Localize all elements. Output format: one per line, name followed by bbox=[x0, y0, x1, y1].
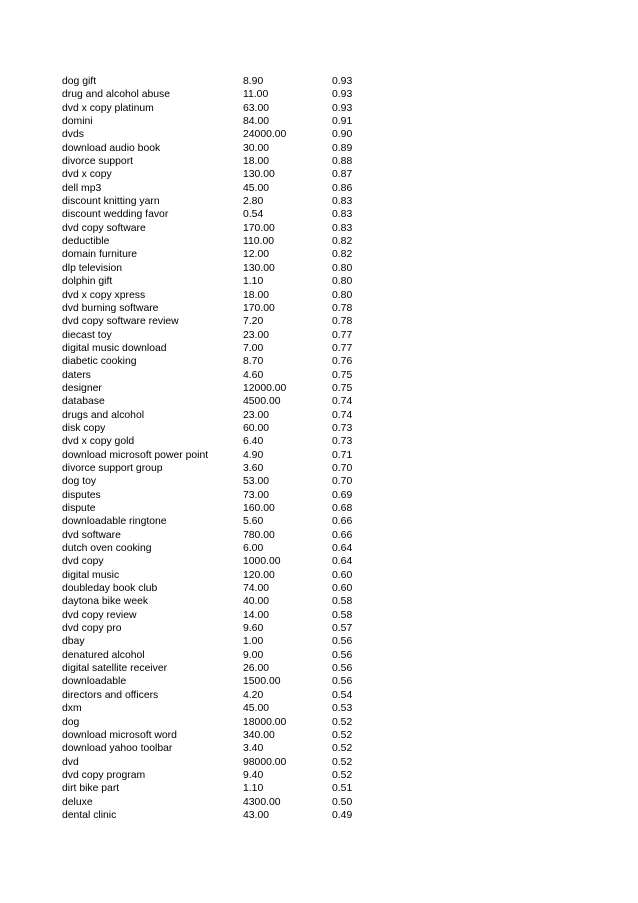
term-cell: dvd copy software review bbox=[62, 316, 179, 328]
value-cell: 4500.00 bbox=[243, 396, 281, 408]
table-row bbox=[62, 355, 382, 368]
table-row bbox=[62, 409, 382, 422]
term-cell: dvd x copy platinum bbox=[62, 102, 154, 114]
table-row bbox=[62, 422, 382, 435]
score-cell: 0.82 bbox=[332, 249, 353, 261]
term-cell: download microsoft power point bbox=[62, 449, 209, 461]
table-row bbox=[62, 128, 382, 141]
table-row bbox=[62, 382, 382, 395]
value-cell: 2.80 bbox=[243, 196, 264, 208]
table-row bbox=[62, 475, 382, 488]
table-row bbox=[62, 809, 382, 822]
score-cell: 0.64 bbox=[332, 556, 353, 568]
table-row bbox=[62, 716, 382, 729]
term-cell: digital music download bbox=[62, 342, 167, 354]
term-cell: divorce support group bbox=[62, 462, 163, 474]
term-cell: dvd copy program bbox=[62, 769, 146, 781]
score-cell: 0.52 bbox=[332, 743, 353, 755]
term-cell: dbay bbox=[62, 636, 85, 648]
table-row bbox=[62, 395, 382, 408]
term-cell: denatured alcohol bbox=[62, 649, 145, 661]
term-cell: dvd software bbox=[62, 529, 121, 541]
score-cell: 0.56 bbox=[332, 649, 353, 661]
value-cell: 23.00 bbox=[243, 409, 270, 421]
table-row bbox=[62, 369, 382, 382]
term-cell: domini bbox=[62, 116, 93, 128]
table-row bbox=[62, 262, 382, 275]
table-row bbox=[62, 729, 382, 742]
score-cell: 0.93 bbox=[332, 102, 353, 114]
term-cell: download yahoo toolbar bbox=[62, 743, 173, 755]
term-cell: dog toy bbox=[62, 476, 97, 488]
term-cell: dvds bbox=[62, 129, 84, 141]
term-cell: drug and alcohol abuse bbox=[62, 89, 171, 101]
score-cell: 0.70 bbox=[332, 462, 353, 474]
term-cell: download microsoft word bbox=[62, 729, 177, 741]
score-cell: 0.93 bbox=[332, 89, 353, 101]
value-cell: 12.00 bbox=[243, 249, 270, 261]
table-row bbox=[62, 315, 382, 328]
value-cell: 18.00 bbox=[243, 156, 270, 168]
table-row bbox=[62, 529, 382, 542]
term-cell: disputes bbox=[62, 489, 101, 501]
table-row bbox=[62, 555, 382, 568]
score-cell: 0.80 bbox=[332, 289, 353, 301]
value-cell: 18000.00 bbox=[243, 716, 287, 728]
value-cell: 160.00 bbox=[243, 503, 275, 514]
score-cell: 0.54 bbox=[332, 689, 353, 701]
score-cell: 0.51 bbox=[332, 783, 353, 795]
term-cell: deductible bbox=[62, 236, 110, 248]
value-cell: 74.00 bbox=[243, 583, 270, 595]
score-cell: 0.93 bbox=[332, 76, 353, 87]
value-cell: 9.60 bbox=[243, 623, 264, 635]
score-cell: 0.90 bbox=[332, 129, 353, 141]
value-cell: 63.00 bbox=[243, 102, 270, 114]
value-cell: 4300.00 bbox=[243, 796, 281, 808]
score-cell: 0.69 bbox=[332, 489, 353, 501]
value-cell: 170.00 bbox=[243, 222, 275, 234]
table-row bbox=[62, 248, 382, 261]
term-cell: daters bbox=[62, 369, 91, 381]
table-row bbox=[62, 222, 382, 235]
score-cell: 0.56 bbox=[332, 663, 353, 675]
table-row bbox=[62, 489, 382, 502]
value-cell: 5.60 bbox=[243, 516, 264, 528]
score-cell: 0.52 bbox=[332, 729, 353, 741]
table-row bbox=[62, 208, 382, 221]
keyword-table bbox=[62, 75, 382, 822]
table-row bbox=[62, 796, 382, 809]
score-cell: 0.74 bbox=[332, 396, 353, 408]
table-row bbox=[62, 569, 382, 582]
score-cell: 0.87 bbox=[332, 169, 353, 181]
value-cell: 9.40 bbox=[243, 769, 264, 781]
value-cell: 7.00 bbox=[243, 342, 264, 354]
value-cell: 18.00 bbox=[243, 289, 270, 301]
score-cell: 0.56 bbox=[332, 676, 353, 688]
score-cell: 0.53 bbox=[332, 703, 353, 715]
score-cell: 0.66 bbox=[332, 529, 353, 541]
score-cell: 0.50 bbox=[332, 796, 353, 808]
table-row bbox=[62, 782, 382, 795]
table-row bbox=[62, 142, 382, 155]
term-cell: dirt bike part bbox=[62, 783, 120, 795]
value-cell: 170.00 bbox=[243, 302, 275, 314]
term-cell: dispute bbox=[62, 503, 96, 514]
score-cell: 0.77 bbox=[332, 342, 353, 354]
term-cell: discount wedding favor bbox=[62, 209, 169, 221]
table-row bbox=[62, 155, 382, 168]
value-cell: 11.00 bbox=[243, 89, 269, 101]
score-cell: 0.86 bbox=[332, 182, 353, 194]
value-cell: 12000.00 bbox=[243, 382, 287, 394]
score-cell: 0.82 bbox=[332, 236, 353, 248]
term-cell: domain furniture bbox=[62, 249, 138, 261]
score-cell: 0.71 bbox=[332, 449, 353, 461]
term-cell: dvd x copy bbox=[62, 169, 112, 181]
value-cell: 3.60 bbox=[243, 462, 264, 474]
score-cell: 0.76 bbox=[332, 356, 353, 368]
score-cell: 0.80 bbox=[332, 262, 353, 274]
score-cell: 0.70 bbox=[332, 476, 353, 488]
table-row bbox=[62, 662, 382, 675]
score-cell: 0.75 bbox=[332, 369, 353, 381]
term-cell: dutch oven cooking bbox=[62, 543, 152, 555]
value-cell: 45.00 bbox=[243, 703, 270, 715]
table-row bbox=[62, 435, 382, 448]
value-cell: 130.00 bbox=[243, 262, 275, 274]
term-cell: digital satellite receiver bbox=[62, 663, 168, 675]
table-row bbox=[62, 649, 382, 662]
value-cell: 1.10 bbox=[243, 783, 264, 795]
score-cell: 0.91 bbox=[332, 116, 353, 128]
value-cell: 30.00 bbox=[243, 142, 270, 154]
score-cell: 0.74 bbox=[332, 409, 353, 421]
value-cell: 1.00 bbox=[243, 636, 264, 648]
term-cell: dxm bbox=[62, 703, 82, 715]
table-row bbox=[62, 182, 382, 195]
value-cell: 45.00 bbox=[243, 182, 270, 194]
value-cell: 8.90 bbox=[243, 76, 264, 87]
score-cell: 0.64 bbox=[332, 543, 353, 555]
table-row bbox=[62, 702, 382, 715]
value-cell: 1500.00 bbox=[243, 676, 281, 688]
term-cell: divorce support bbox=[62, 156, 134, 168]
table-row bbox=[62, 275, 382, 288]
term-cell: disk copy bbox=[62, 422, 106, 434]
value-cell: 14.00 bbox=[243, 609, 270, 621]
value-cell: 43.00 bbox=[243, 809, 270, 821]
score-cell: 0.77 bbox=[332, 329, 353, 341]
value-cell: 8.70 bbox=[243, 356, 264, 368]
score-cell: 0.58 bbox=[332, 609, 353, 621]
table-row bbox=[62, 502, 382, 515]
score-cell: 0.52 bbox=[332, 769, 353, 781]
table-row bbox=[62, 582, 382, 595]
table-row bbox=[62, 235, 382, 248]
term-cell: dvd copy software bbox=[62, 222, 146, 234]
score-cell: 0.78 bbox=[332, 302, 353, 314]
table-row bbox=[62, 635, 382, 648]
value-cell: 53.00 bbox=[243, 476, 270, 488]
term-cell: dlp television bbox=[62, 262, 123, 274]
table-row bbox=[62, 168, 382, 181]
value-cell: 9.00 bbox=[243, 649, 264, 661]
table-row bbox=[62, 102, 382, 115]
value-cell: 0.54 bbox=[243, 209, 264, 221]
value-cell: 4.20 bbox=[243, 689, 264, 701]
score-cell: 0.88 bbox=[332, 156, 353, 168]
term-cell: diabetic cooking bbox=[62, 356, 137, 368]
value-cell: 23.00 bbox=[243, 329, 270, 341]
term-cell: deluxe bbox=[62, 796, 93, 808]
term-cell: database bbox=[62, 396, 105, 408]
table-row bbox=[62, 88, 382, 101]
table-row bbox=[62, 75, 382, 88]
table-row bbox=[62, 609, 382, 622]
value-cell: 780.00 bbox=[243, 529, 275, 541]
value-cell: 130.00 bbox=[243, 169, 275, 181]
value-cell: 6.40 bbox=[243, 436, 264, 448]
term-cell: dvd copy bbox=[62, 556, 104, 568]
score-cell: 0.56 bbox=[332, 636, 353, 648]
score-cell: 0.49 bbox=[332, 809, 353, 821]
table-row bbox=[62, 462, 382, 475]
table-row bbox=[62, 195, 382, 208]
term-cell: diecast toy bbox=[62, 329, 112, 341]
value-cell: 120.00 bbox=[243, 569, 275, 581]
term-cell: downloadable bbox=[62, 676, 127, 688]
table-row bbox=[62, 115, 382, 128]
term-cell: dvd copy review bbox=[62, 609, 137, 621]
score-cell: 0.66 bbox=[332, 516, 353, 528]
score-cell: 0.73 bbox=[332, 436, 353, 448]
table-row bbox=[62, 675, 382, 688]
term-cell: dog gift bbox=[62, 76, 97, 87]
term-cell: dell mp3 bbox=[62, 182, 102, 194]
value-cell: 98000.00 bbox=[243, 756, 287, 768]
score-cell: 0.83 bbox=[332, 196, 353, 208]
term-cell: dvd x copy gold bbox=[62, 436, 135, 448]
term-cell: download audio book bbox=[62, 142, 161, 154]
term-cell: dvd burning software bbox=[62, 302, 159, 314]
term-cell: directors and officers bbox=[62, 689, 159, 701]
value-cell: 110.00 bbox=[243, 236, 275, 248]
value-cell: 60.00 bbox=[243, 422, 270, 434]
value-cell: 24000.00 bbox=[243, 129, 287, 141]
value-cell: 40.00 bbox=[243, 596, 270, 608]
score-cell: 0.57 bbox=[332, 623, 353, 635]
value-cell: 26.00 bbox=[243, 663, 270, 675]
score-cell: 0.89 bbox=[332, 142, 353, 154]
term-cell: digital music bbox=[62, 569, 120, 581]
table-row bbox=[62, 689, 382, 702]
score-cell: 0.78 bbox=[332, 316, 353, 328]
table-row bbox=[62, 769, 382, 782]
value-cell: 3.40 bbox=[243, 743, 264, 755]
value-cell: 1000.00 bbox=[243, 556, 281, 568]
term-cell: dvd x copy xpress bbox=[62, 289, 146, 301]
term-cell: downloadable ringtone bbox=[62, 516, 167, 528]
table-row bbox=[62, 622, 382, 635]
term-cell: dog bbox=[62, 716, 80, 728]
score-cell: 0.52 bbox=[332, 716, 353, 728]
table-row bbox=[62, 742, 382, 755]
score-cell: 0.52 bbox=[332, 756, 353, 768]
table-row bbox=[62, 302, 382, 315]
value-cell: 84.00 bbox=[243, 116, 270, 128]
table-row bbox=[62, 515, 382, 528]
table-row bbox=[62, 342, 382, 355]
term-cell: discount knitting yarn bbox=[62, 196, 160, 208]
term-cell: doubleday book club bbox=[62, 583, 158, 595]
value-cell: 6.00 bbox=[243, 543, 264, 555]
table-row bbox=[62, 289, 382, 302]
value-cell: 73.00 bbox=[243, 489, 270, 501]
term-cell: designer bbox=[62, 382, 102, 394]
table-row bbox=[62, 542, 382, 555]
score-cell: 0.60 bbox=[332, 569, 353, 581]
term-cell: daytona bike week bbox=[62, 596, 149, 608]
score-cell: 0.83 bbox=[332, 209, 353, 221]
table-row bbox=[62, 329, 382, 342]
term-cell: dolphin gift bbox=[62, 276, 113, 288]
term-cell: drugs and alcohol bbox=[62, 409, 145, 421]
score-cell: 0.73 bbox=[332, 422, 353, 434]
score-cell: 0.80 bbox=[332, 276, 353, 288]
value-cell: 340.00 bbox=[243, 729, 275, 741]
score-cell: 0.68 bbox=[332, 503, 353, 514]
table-row bbox=[62, 449, 382, 462]
table-row bbox=[62, 756, 382, 769]
term-cell: dvd bbox=[62, 756, 79, 768]
score-cell: 0.75 bbox=[332, 382, 353, 394]
value-cell: 1.10 bbox=[243, 276, 264, 288]
score-cell: 0.83 bbox=[332, 222, 353, 234]
value-cell: 4.90 bbox=[243, 449, 264, 461]
score-cell: 0.60 bbox=[332, 583, 353, 595]
term-cell: dvd copy pro bbox=[62, 623, 122, 635]
table-row bbox=[62, 595, 382, 608]
value-cell: 7.20 bbox=[243, 316, 264, 328]
term-cell: dental clinic bbox=[62, 809, 117, 821]
score-cell: 0.58 bbox=[332, 596, 353, 608]
value-cell: 4.60 bbox=[243, 369, 264, 381]
